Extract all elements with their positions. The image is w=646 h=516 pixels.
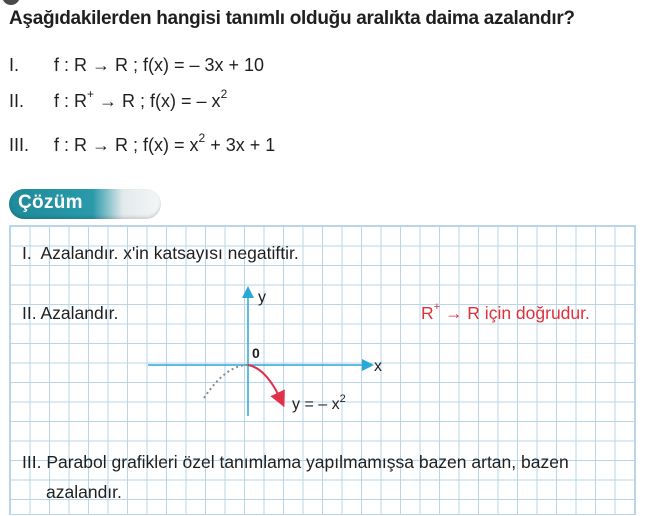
solution-label: Çözüm xyxy=(18,192,83,213)
option-2-number: II. xyxy=(9,91,25,111)
option-2-text-a: f : R xyxy=(54,91,88,111)
solution-item-1-number: I. xyxy=(22,243,32,263)
option-1-text: f : R → R ; f(x) = – 3x + 10 xyxy=(54,55,265,75)
option-2-superscript-plus: + xyxy=(87,87,95,101)
curve-label-exponent: 2 xyxy=(339,393,346,405)
option-2-text-b: → R ; f(x) = – x xyxy=(94,91,221,111)
solution-item-1-text: Azalandır. x'in katsayısı negatiftir. xyxy=(40,243,299,263)
solution-item-2-note-a: R xyxy=(421,303,434,323)
solution-item-2-number: II. xyxy=(22,303,37,323)
solution-item-2-note-b: → R için doğrudur. xyxy=(440,303,590,323)
y-axis-label: y xyxy=(258,289,266,306)
parabola-right-branch xyxy=(248,365,281,400)
option-3-exponent: 2 xyxy=(198,131,206,145)
option-3-text-a: f : R → R ; f(x) = x xyxy=(54,135,199,155)
curve-label xyxy=(292,393,346,413)
option-3-number: III. xyxy=(9,135,30,155)
solution-item-3-number: III. xyxy=(22,452,42,472)
solution-item-3-line-2: azalandır. xyxy=(46,482,122,502)
solution-item-2-note-sup: + xyxy=(433,301,441,314)
curve-label-text: y = – x xyxy=(292,396,340,413)
solution-item-3-continuation xyxy=(46,482,122,503)
option-3-text-b: + 3x + 1 xyxy=(205,135,276,155)
parabola-dashed-left-branch xyxy=(204,365,248,398)
solution-item-3 xyxy=(22,452,569,473)
origin-label: 0 xyxy=(252,345,260,361)
option-2-exponent: 2 xyxy=(220,87,228,101)
solution-item-3-line-1: Parabol grafikleri özel tanımlama yapılmamışsa bazen artan, bazen xyxy=(46,452,569,472)
solution-item-2-text: Azalandır. xyxy=(40,303,119,323)
option-1-number: I. xyxy=(9,55,20,75)
x-axis-label: x xyxy=(374,358,382,375)
question-text: Aşağıdakilerden hangisi tanımlı olduğu aralıkta daima azalandır? xyxy=(9,8,575,29)
